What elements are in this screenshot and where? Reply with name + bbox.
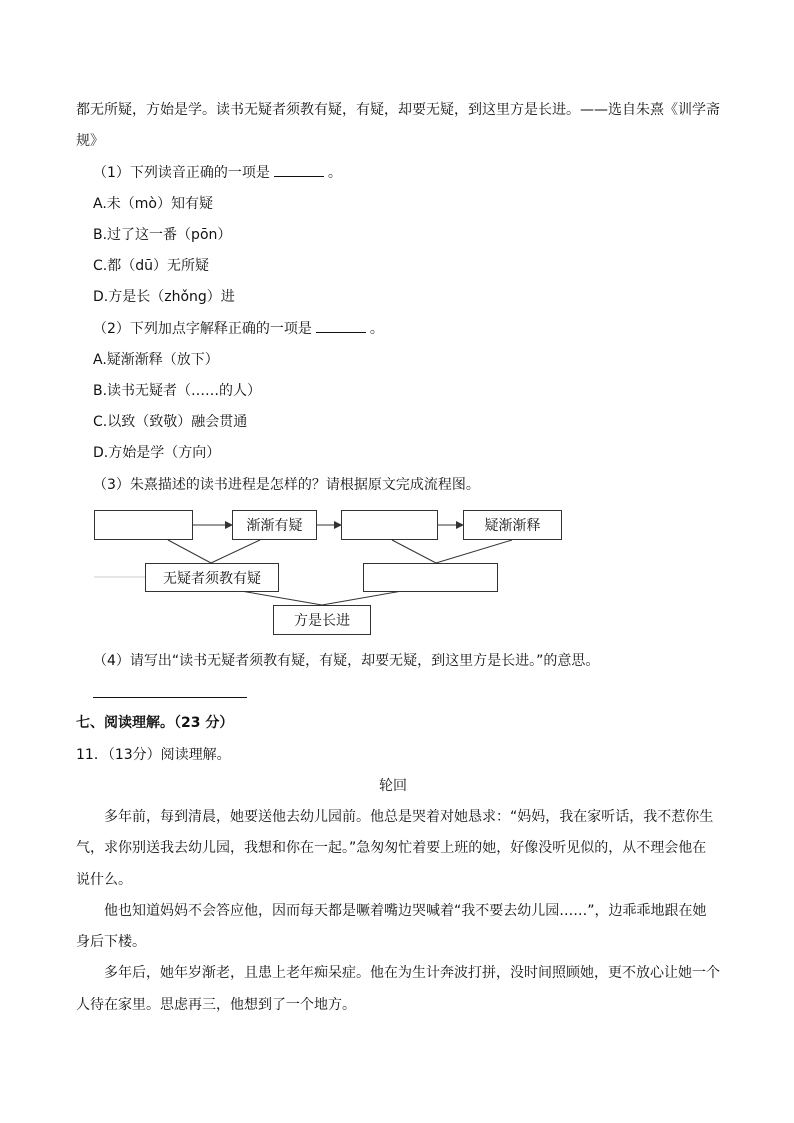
flow-box-4: 疑渐渐释 [463,510,562,540]
connector-2 [211,540,260,563]
connector-3 [392,540,436,563]
flow-box-3[interactable] [341,510,438,540]
reading-line-4: 他也知道妈妈不会答应他，因而每天都是噘着嘴边哭喊着“我不要去幼儿园……”，边乖乖地跟在她 [104,903,707,919]
question-3-stem: （3）朱熹描述的读书进程是怎样的？请根据原文完成流程图。 [93,477,480,493]
question-1-end: 。 [327,165,342,181]
reading-line-7: 人待在家里。思虑再三，他想到了一个地方。 [76,997,356,1013]
reading-line-2: 气，求你别送我去幼儿园，我想和你在一起。”急匆匆忙着要上班的她，好像没听见似的，从不理会他在 [76,840,707,856]
question-11-label: 11．（13分）阅读理解。 [76,747,231,763]
flow-box-7: 方是长进 [273,605,371,635]
q1-option-d: D.方是长（zhǒng）进 [93,289,235,305]
question-1-text: （1）下列读音正确的一项是 [93,165,270,181]
question-2-end: 。 [369,321,384,337]
connector-5 [241,591,322,605]
connector-4 [436,540,512,563]
q1-option-c: C.都（dū）无所疑 [93,258,209,274]
reading-line-1: 多年前，每到清晨，她要送他去幼儿园前。他总是哭着对她恳求：“妈妈，我在家听话，我不惹你生 [104,809,714,825]
q2-option-b: B.读书无疑者（……的人） [93,383,262,399]
flow-box-6[interactable] [363,563,498,592]
flow-box-5: 无疑者须教有疑 [145,563,279,592]
q2-option-a: A.疑渐渐释（放下） [93,352,219,368]
passage-end-line-2: 规》 [76,133,104,149]
question-2-text: （2）下列加点字解释正确的一项是 [93,321,312,337]
reading-line-5: 身后下楼。 [76,934,146,950]
answer-line[interactable] [93,697,247,698]
question-4-stem: （4）请写出“读书无疑者须教有疑，有疑，却要无疑，到这里方是长进。”的意思。 [93,653,600,669]
reading-line-6: 多年后，她年岁渐老，且患上老年痴呆症。他在为生计奔波打拼，没时间照顾她，更不放心让她一个 [104,965,720,981]
q2-option-c: C.以致（致敬）融会贯通 [93,414,248,430]
q1-option-b: B.过了这一番（pōn） [93,227,232,243]
passage-end-line-1: 都无所疑，方始是学。读书无疑者须教有疑，有疑，却要无疑，到这里方是长进。——选自朱熹《训学斋 [76,102,720,118]
flow-box-1[interactable] [94,510,193,540]
reading-title: 轮回 [379,778,407,794]
connector-6 [322,591,402,605]
section-7-heading: 七、阅读理解。（23 分） [76,715,234,731]
flow-box-2: 渐渐有疑 [232,510,317,540]
connector-1 [168,540,211,563]
q1-option-a: A.未（mò）知有疑 [93,196,213,212]
q2-option-d: D.方始是学（方向） [93,445,221,461]
reading-line-3: 说什么。 [76,872,132,888]
